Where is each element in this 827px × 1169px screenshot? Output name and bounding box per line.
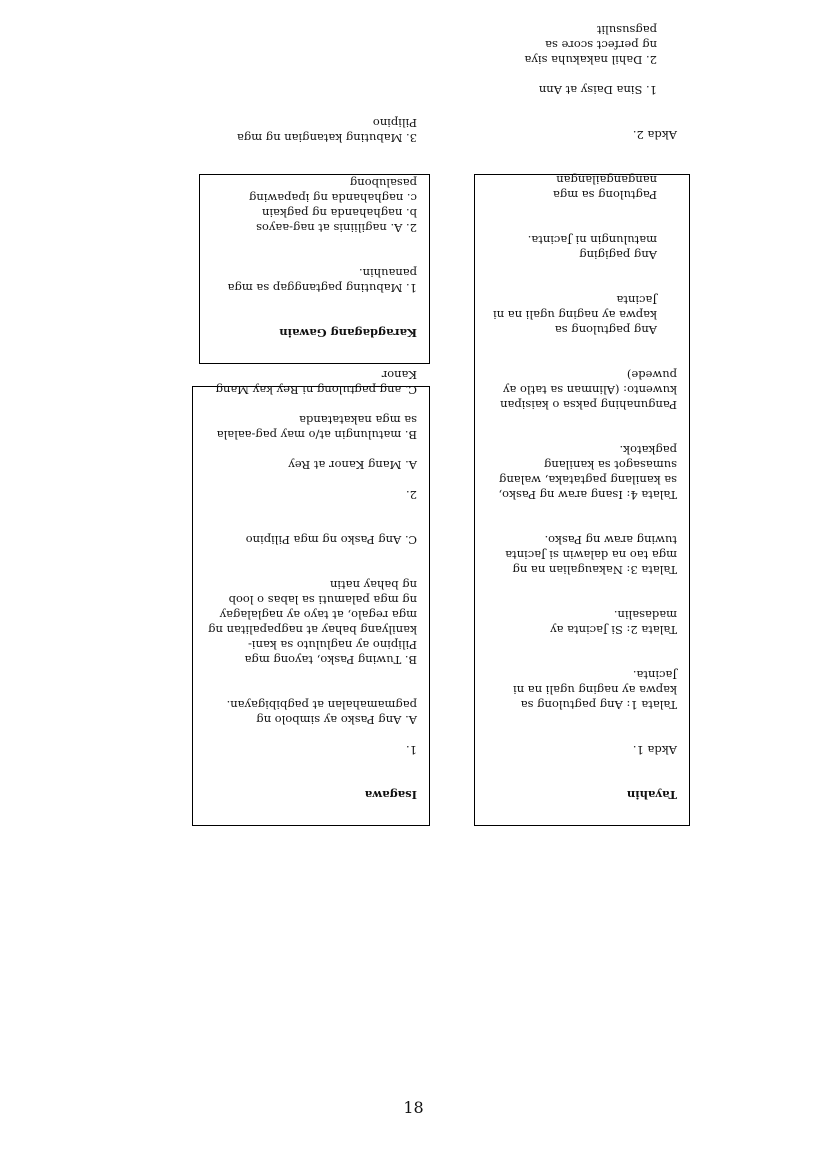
akda1-item: Pangunahing paksa o kaisipan kuwento: (Alinman sa tatlo ay puwede) [500, 368, 677, 412]
karagdagang-content [200, 116, 429, 363]
isagawa-item-number: 1. [406, 743, 417, 757]
karagdagang-title: Karagdagang Gawain [279, 326, 417, 340]
isagawa-choice: B. Tuwing Pasko, tayong mga Pilipino ay nagluluto sa kani- kanilyang bahay at nagpapalitan ng mga regalo, at tayo ay naglalagay ng mga palamuti sa labas o loob ng bahay natin [208, 578, 417, 667]
karagdagang-gawain-box [199, 116, 430, 364]
isagawa-box [192, 368, 430, 826]
akda2-item: 1. Sina Daisy at Ann [538, 83, 657, 97]
akda1-item: Talata 2: Si Jacinta ay madasalin. [550, 608, 677, 637]
akda2-label: Akda 2. [632, 128, 677, 142]
page-number: 18 [403, 1098, 424, 1117]
karagdagang-item: 1. Mabuting pagtanggap sa mga panauhin. [227, 266, 417, 295]
isagawa-choice: B. matulungin at/o may pag-aalala sa mga nakatatanda [216, 413, 417, 442]
isagawa-choice: C. ang pagtulong ni Rey kay Mang Kanor [215, 368, 417, 397]
akda1-item: Talata 1: Ang pagtulong sa kapwa ay naging ugali na ni Jacinta. [513, 668, 677, 712]
isagawa-content [193, 368, 429, 825]
tayahin-box [474, 23, 690, 826]
tayahin-content [475, 23, 689, 825]
akda2-item: 2. Dahil nakakuha siya ng perfect score sa pagsusulit [524, 23, 657, 67]
isagawa-choice: C. Ang Pasko ng mga Pilipino [245, 533, 417, 547]
akda1-label: Akda 1. [632, 743, 677, 757]
isagawa-choice: A. Ang Pasko ay simbolo ng pagmamahalan at pagbibigayan. [226, 698, 417, 727]
tayahin-title: Tayahin [626, 788, 677, 802]
akda1-item: Talata 4: Isang araw ng Pasko, sa kanilang pagtataka, walang sumasagot sa kanilang pagkatok. [498, 443, 677, 502]
karagdagang-item: 2. A. nagiliinis at nag-aayos b. naghahanda ng pagkain c. naghahanda ng ipapawing pasalubong [248, 176, 417, 235]
isagawa-item-number: 2. [406, 488, 417, 502]
puwede-item: Ang pagtulong sa kapwa ay naging ugali na ni Jacinta [493, 293, 657, 337]
isagawa-choice: A. Mang Kanor at Rey [288, 458, 417, 472]
puwede-item: Pagtulong sa mga nangangailangan [552, 173, 657, 202]
akda1-item: Talata 3: Nakaugalian na ng mga tao na dalawin si Jacinta tuwing araw ng Pasko. [505, 533, 677, 577]
puwede-item: Ang pagiging matulungin ni Jacinta. [527, 233, 657, 262]
isagawa-title: Isagawa [364, 788, 417, 802]
karagdagang-item: 3. Mabuting katangian ng mga Pilipino [237, 116, 417, 145]
